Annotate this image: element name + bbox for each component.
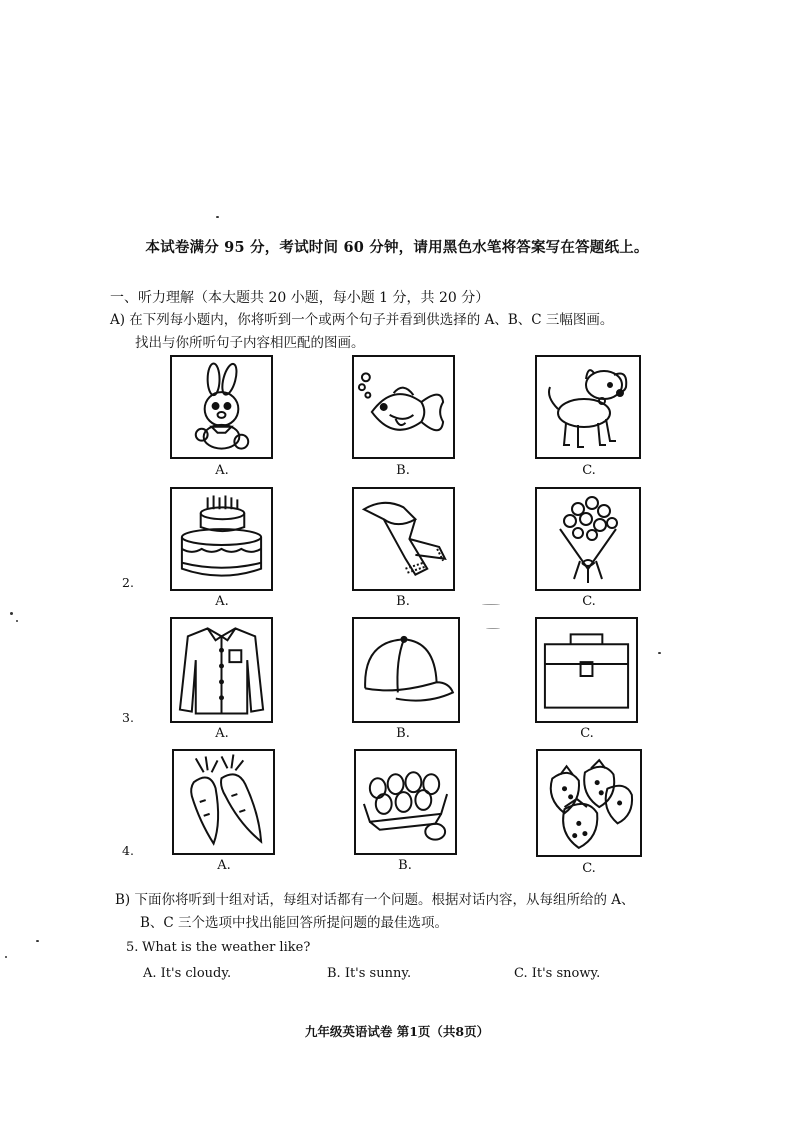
picture-1a-rabbit: [170, 355, 273, 459]
picture-1c-dog: [535, 355, 641, 459]
option-label: A.: [215, 463, 229, 478]
scan-speck: [36, 940, 39, 942]
option-a: A. It's cloudy.: [143, 966, 232, 981]
picture-2c-bouquet: [535, 487, 641, 591]
birthday-cake-icon: [172, 489, 271, 589]
briefcase-icon: [537, 619, 636, 721]
part-a-instruction-2: 找出与你所听句子内容相匹配的图画。: [135, 335, 365, 351]
picture-3b-cap: [352, 617, 460, 723]
strawberries-icon: [538, 751, 640, 855]
shirt-icon: [172, 619, 271, 721]
option-label: B.: [398, 858, 412, 873]
carrots-icon: [174, 751, 273, 853]
option-label: A.: [215, 594, 229, 609]
option-label: A.: [217, 858, 231, 873]
part-b-instruction-2: B、C 三个选项中找出能回答所提问题的最佳选项。: [140, 915, 449, 931]
picture-4b-eggs: [354, 749, 457, 855]
picture-3a-shirt: [170, 617, 273, 723]
cap-icon: [354, 619, 458, 721]
scarf-icon: [354, 489, 453, 589]
option-label: B.: [396, 726, 410, 741]
scan-speck: [658, 652, 661, 654]
question-5-text: What is the weather like?: [142, 940, 311, 955]
scan-speck: [10, 612, 13, 615]
part-a-instruction-1: A) 在下列每小题内，你将听到一个或两个句子并看到供选择的 A、B、C 三幅图画。: [110, 312, 614, 328]
dog-icon: [537, 357, 639, 457]
scan-speck: [482, 604, 500, 605]
picture-2b-scarf: [352, 487, 455, 591]
option-label: C.: [582, 463, 596, 478]
option-c: C. It's snowy.: [514, 966, 601, 981]
scan-speck: [5, 956, 7, 958]
question-number: 3.: [122, 710, 134, 725]
section-title: 一、听力理解（本大题共 20 小题，每小题 1 分，共 20 分）: [110, 290, 490, 306]
picture-2a-cake: [170, 487, 273, 591]
option-label: C.: [582, 861, 596, 876]
question-5-number: 5.: [126, 940, 139, 955]
question-number: 2.: [122, 575, 134, 590]
option-label: A.: [215, 726, 229, 741]
scan-speck: [216, 216, 219, 218]
picture-1b-goldfish: [352, 355, 455, 459]
page-footer: 九年级英语试卷 第1页（共8页）: [304, 1024, 490, 1039]
goldfish-icon: [354, 357, 453, 457]
scan-speck: [486, 628, 500, 629]
scan-speck: [16, 620, 18, 622]
part-b-instruction-1: B) 下面你将听到十组对话，每组对话都有一个问题。根据对话内容，从每组所给的 A、: [115, 892, 635, 908]
option-label: C.: [580, 726, 594, 741]
option-label: C.: [582, 594, 596, 609]
option-label: B.: [396, 594, 410, 609]
exam-notice: 本试卷满分 95 分，考试时间 60 分钟，请用黑色水笔将答案写在答题纸上。: [145, 239, 649, 256]
picture-4c-strawberries: [536, 749, 642, 857]
picture-4a-carrots: [172, 749, 275, 855]
question-number: 4.: [122, 843, 134, 858]
option-b: B. It's sunny.: [327, 966, 412, 981]
flower-bouquet-icon: [537, 489, 639, 589]
eggs-icon: [356, 751, 455, 853]
picture-3c-briefcase: [535, 617, 638, 723]
rabbit-toy-icon: [172, 357, 271, 457]
option-label: B.: [396, 463, 410, 478]
